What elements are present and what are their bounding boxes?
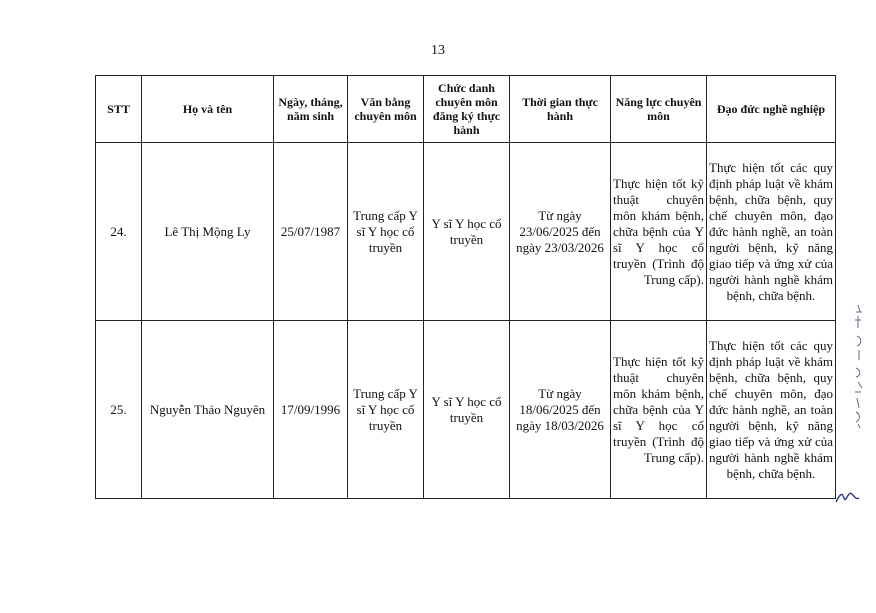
handwritten-annotation-icon (838, 300, 876, 430)
cell-title: Y sĩ Y học cổ truyền (424, 321, 510, 499)
table-header-row (96, 76, 836, 143)
signature-mark-icon (832, 480, 862, 510)
header-degree: Văn bằng chuyên môn (348, 76, 424, 143)
cell-ethics: Thực hiện tốt các quy định pháp luật về khám bệnh, chữa bệnh, quy chế chuyên môn, đạo đức hành nghề, an toàn người bệnh, kỹ năng giao tiếp và ứng xử của người hành nghề khám bệnh, chữa bệnh. (707, 143, 836, 321)
table-row (96, 143, 836, 321)
header-dob: Ngày, tháng, năm sinh (274, 76, 348, 143)
cell-period: Từ ngày 18/06/2025 đến ngày 18/03/2026 (510, 321, 611, 499)
cell-degree: Trung cấp Y sĩ Y học cổ truyền (348, 143, 424, 321)
cell-stt: 24. (96, 143, 142, 321)
header-period: Thời gian thực hành (510, 76, 611, 143)
cell-degree: Trung cấp Y sĩ Y học cổ truyền (348, 321, 424, 499)
cell-competence: Thực hiện tốt kỹ thuật chuyên môn khám bệnh, chữa bệnh của Y sĩ Y học cổ truyền (Trình độ Trung cấp). (611, 143, 707, 321)
table-row (96, 321, 836, 499)
cell-ethics: Thực hiện tốt các quy định pháp luật về khám bệnh, chữa bệnh, quy chế chuyên môn, đạo đức hành nghề, an toàn người bệnh, kỹ năng giao tiếp và ứng xử của người hành nghề khám bệnh, chữa bệnh. (707, 321, 836, 499)
cell-competence: Thực hiện tốt kỹ thuật chuyên môn khám bệnh, chữa bệnh của Y sĩ Y học cổ truyền (Trình độ Trung cấp). (611, 321, 707, 499)
cell-dob: 25/07/1987 (274, 143, 348, 321)
cell-name: Lê Thị Mộng Ly (142, 143, 274, 321)
cell-title: Y sĩ Y học cổ truyền (424, 143, 510, 321)
cell-stt: 25. (96, 321, 142, 499)
header-name: Họ và tên (142, 76, 274, 143)
header-stt: STT (96, 76, 142, 143)
cell-period: Từ ngày 23/06/2025 đến ngày 23/03/2026 (510, 143, 611, 321)
practitioner-table (95, 75, 836, 499)
cell-dob: 17/09/1996 (274, 321, 348, 499)
header-ethics: Đạo đức nghề nghiệp (707, 76, 836, 143)
cell-name: Nguyễn Thảo Nguyên (142, 321, 274, 499)
header-competence: Năng lực chuyên môn (611, 76, 707, 143)
header-title: Chức danh chuyên môn đăng ký thực hành (424, 76, 510, 143)
page-number: 13 (431, 43, 445, 58)
